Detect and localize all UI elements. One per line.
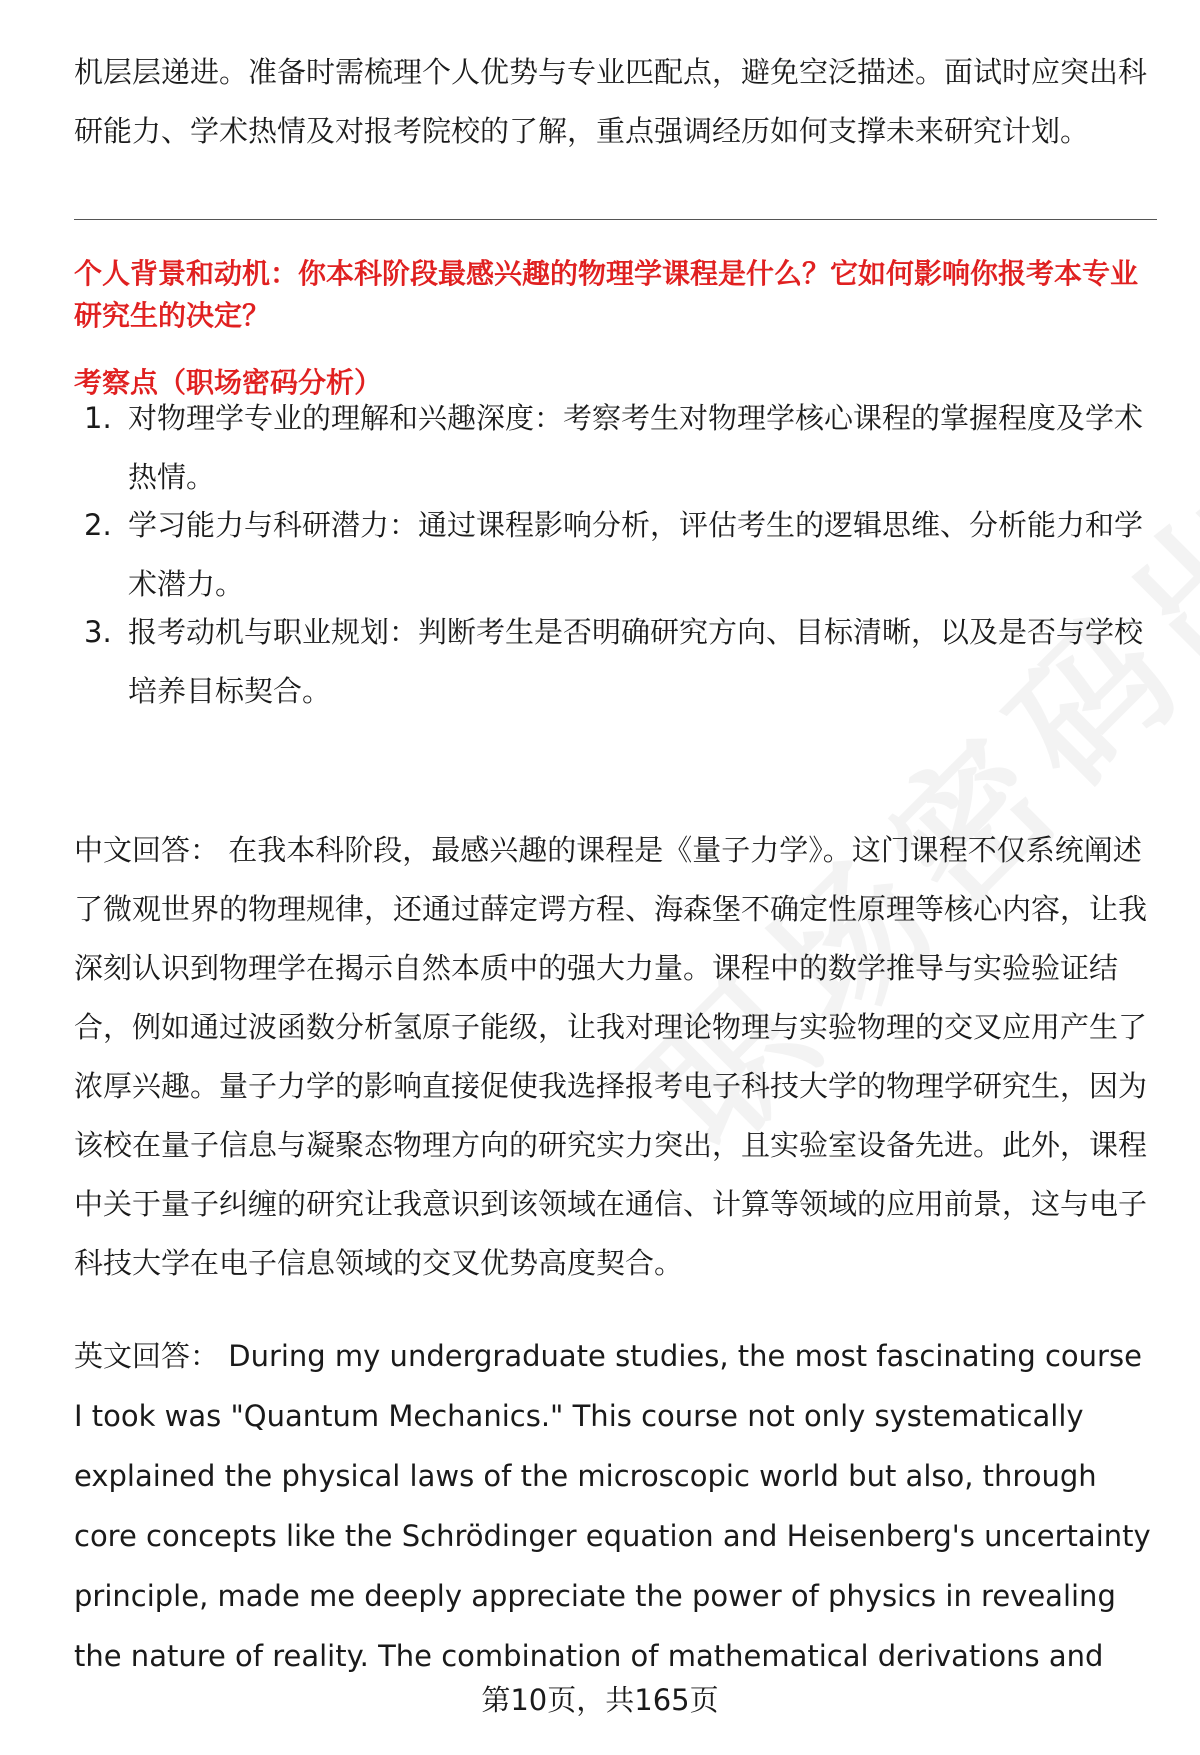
chinese-answer-label: 中文回答： xyxy=(74,833,220,867)
english-answer-label: 英文回答： xyxy=(74,1339,220,1373)
focus-point-number: 1. xyxy=(84,401,112,435)
focus-point-number: 3. xyxy=(84,615,112,649)
focus-point-text: 报考动机与职业规划：判断考生是否明确研究方向、目标清晰，以及是否与学校培养目标契合。 xyxy=(128,615,1144,708)
section-divider xyxy=(74,219,1157,220)
english-answer-text: During my undergraduate studies, the most fascinating course I took was "Quantum Mechanics." This course not only systematically explained the physical laws of the microscopic world but also, through core concepts like the Schrödinger equation and Heisenberg's uncertainty principle, made me deeply appreciate the power of physics in revealing the nature of reality. The combination of mathematical derivations and xyxy=(74,1339,1151,1673)
focus-point-2 xyxy=(74,496,1157,614)
focus-point-text: 对物理学专业的理解和兴趣深度：考察考生对物理学核心课程的掌握程度及学术热情。 xyxy=(128,401,1144,494)
question-heading: 个人背景和动机：你本科阶段最感兴趣的物理学课程是什么？它如何影响你报考本专业研究生的决定？ xyxy=(74,257,1139,332)
page-number: 第10页，共165页 xyxy=(481,1683,719,1717)
focus-point-text: 学习能力与科研潜力：通过课程影响分析，评估考生的逻辑思维、分析能力和学术潜力。 xyxy=(128,508,1144,601)
chinese-answer-text: 在我本科阶段，最感兴趣的课程是《量子力学》。这门课程不仅系统阐述了微观世界的物理规律，还通过薛定谔方程、海森堡不确定性原理等核心内容，让我深刻认识到物理学在揭示自然本质中的强大力量。课程中的数学推导与实验验证结合，例如通过波函数分析氢原子能级，让我对理论物理与实验物理的交叉应用产生了浓厚兴趣。量子力学的影响直接促使我选择报考电子科技大学的物理学研究生，因为该校在量子信息与凝聚态物理方向的研究实力突出，且实验室设备先进。此外，课程中关于量子纠缠的研究让我意识到该领域在通信、计算等领域的应用前景，这与电子科技大学在电子信息领域的交叉优势高度契合。 xyxy=(74,833,1148,1280)
focus-point-1 xyxy=(74,389,1157,507)
focus-point-number: 2. xyxy=(84,508,112,542)
focus-point-3 xyxy=(74,603,1157,721)
intro-paragraph: 机层层递进。准备时需梳理个人优势与专业匹配点，避免空泛描述。面试时应突出科研能力、学术热情及对报考院校的了解，重点强调经历如何支撑未来研究计划。 xyxy=(74,55,1148,148)
english-answer xyxy=(74,1326,1154,1686)
focus-heading: 考察点（职场密码分析） xyxy=(74,366,383,399)
chinese-answer xyxy=(74,821,1154,1293)
